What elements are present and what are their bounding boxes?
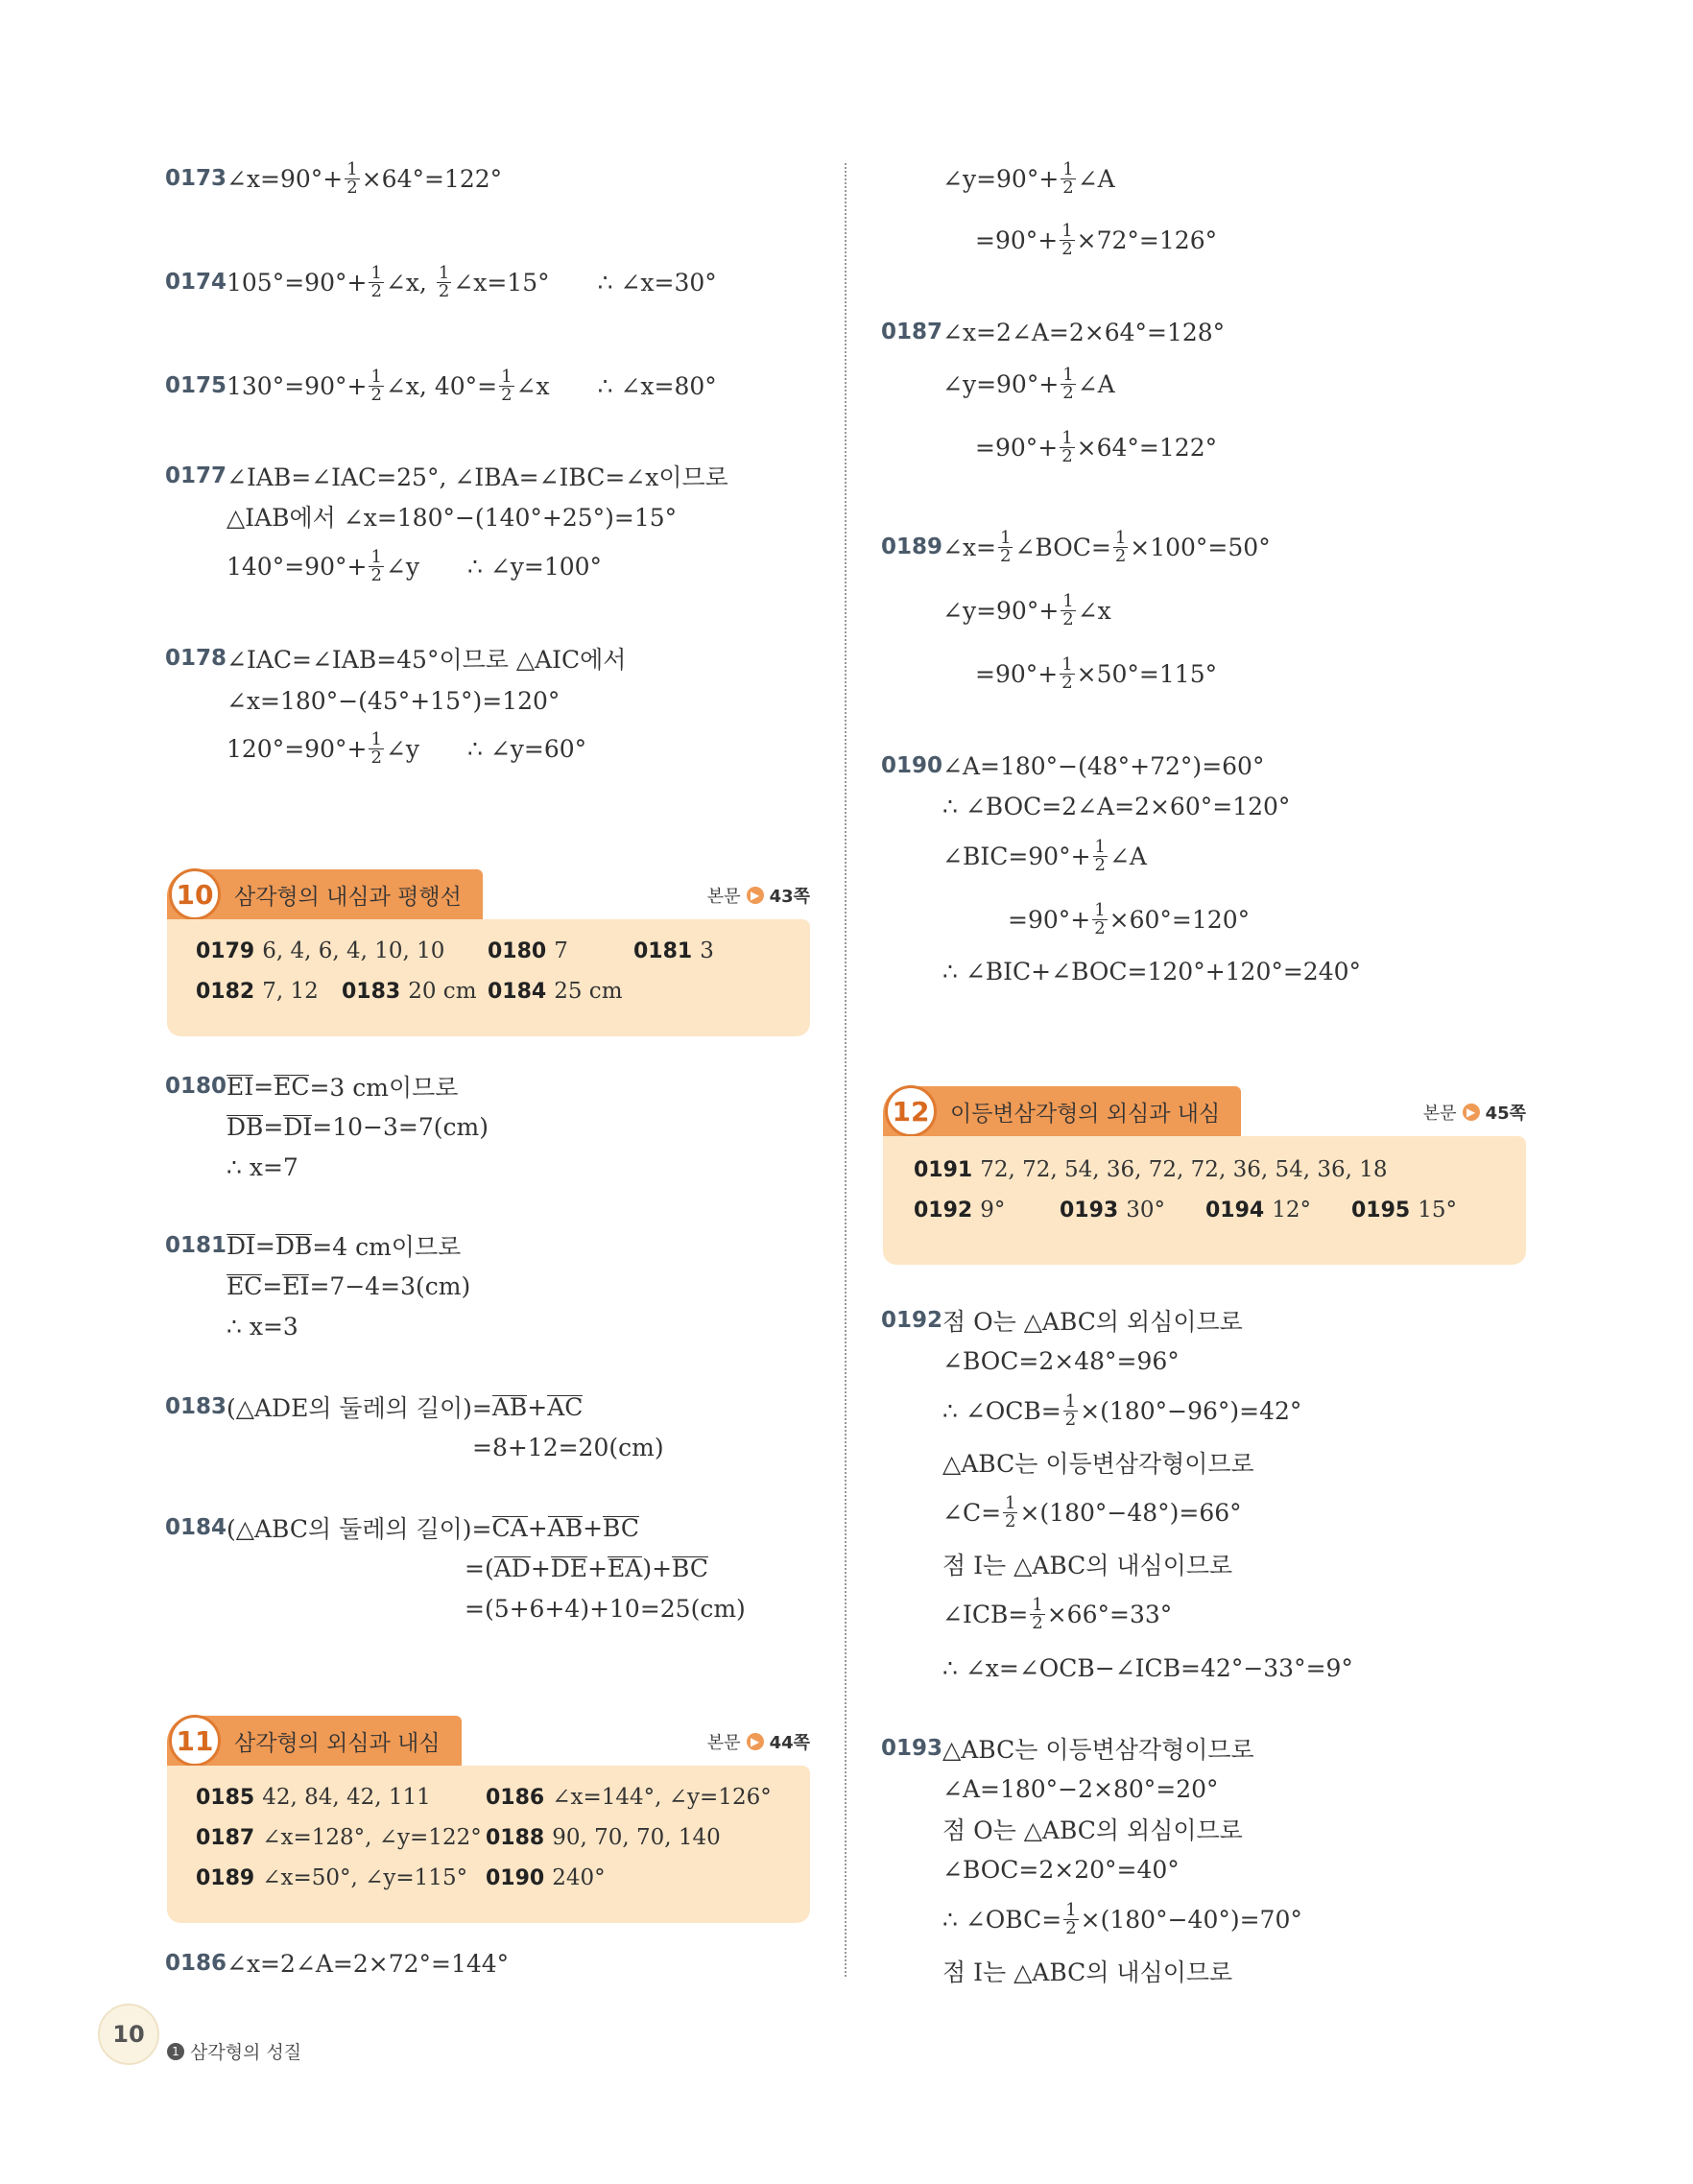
conclusion: ∴ x=3 <box>227 1312 298 1341</box>
problem-number: 0181 <box>165 1233 227 1258</box>
fraction: $\frac{1}{2}$ <box>1061 653 1073 693</box>
fraction: $\frac{1}{2}$ <box>1062 590 1074 629</box>
segment: DB <box>274 1231 313 1260</box>
page-reference <box>707 1729 810 1754</box>
solution-line <box>227 545 602 587</box>
conclusion: ∴ ∠x=∠OCB−∠ICB=42°−33°=9° <box>942 1653 1353 1682</box>
fraction <box>369 262 383 301</box>
expr: ∠y=90°+ <box>942 164 1060 193</box>
solution-line: ∠BOC=2×20°=40° <box>942 1855 1180 1884</box>
problem-number: 0190 <box>881 753 943 778</box>
expr: ∠x=15° <box>453 268 550 297</box>
section-header <box>167 1716 462 1766</box>
section-header <box>883 1086 1241 1136</box>
denominator: 2 <box>370 280 382 301</box>
ref-label: 본문 <box>706 887 741 907</box>
conclusion: ∴ ∠y=100° <box>466 552 603 581</box>
solution-line <box>227 262 717 301</box>
fraction: $\frac{1}{2}$ <box>1032 1594 1043 1633</box>
fraction: $\frac{1}{2}$ <box>1114 527 1127 566</box>
ref-label: 본문 <box>1422 1104 1457 1124</box>
answer-item: 0188 90, 70, 70, 140 <box>486 1825 721 1850</box>
arrow-right-icon: ▶ <box>747 1733 764 1750</box>
section-number: 11 <box>169 1715 221 1767</box>
section-number: 10 <box>169 868 221 920</box>
expr: 130°=90°+ <box>227 371 368 400</box>
denominator: 2 <box>438 280 450 301</box>
section-header <box>167 869 483 919</box>
solution-line: △ABC는 이등변삼각형이므로 <box>942 1450 1254 1478</box>
segment: EA <box>608 1554 643 1582</box>
ref-page: 45쪽 <box>1485 1104 1526 1124</box>
fraction <box>369 728 383 768</box>
solution-line: 점 I는 △ABC의 내심이므로 <box>942 1552 1233 1579</box>
fraction <box>437 262 451 301</box>
fraction: $\frac{1}{2}$ <box>1061 220 1073 259</box>
ref-page: 43쪽 <box>769 887 810 907</box>
chapter-title: 삼각형의 성질 <box>190 2042 302 2063</box>
expr: ∠y <box>385 552 419 581</box>
problem-number: 0192 <box>881 1308 943 1333</box>
expr: 120°=90°+ <box>227 734 368 763</box>
expr: ∠x=90°+ <box>227 164 344 193</box>
answer-item: 0179 6, 4, 6, 4, 10, 10 <box>196 938 445 963</box>
fraction: $\frac{1}{2}$ <box>1094 899 1106 938</box>
expr: (△ABC의 둘레의 길이)= <box>227 1515 492 1543</box>
fraction: $\frac{1}{2}$ <box>1062 364 1074 403</box>
answer-item: 0186 ∠x=144°, ∠y=126° <box>486 1785 772 1810</box>
answer-item: 0192 9° <box>914 1198 1006 1223</box>
solution-line: 점 O는 △ABC의 외심이므로 <box>942 1816 1243 1844</box>
solution-line <box>227 158 503 198</box>
solution-line: △ABC는 이등변삼각형이므로 <box>942 1736 1254 1764</box>
problem-0186 <box>165 1942 509 1984</box>
numerator: 1 <box>346 158 358 179</box>
solution-line: △IAB에서 ∠x=180°−(140°+25°)=15° <box>227 504 678 532</box>
solution-line: ∠x=2∠A=2×72°=144° <box>227 1949 510 1978</box>
problem-number: 0184 <box>165 1515 227 1540</box>
expr: ∠A <box>1077 164 1115 193</box>
problem-0174 <box>165 261 717 303</box>
answer-item: 0190 240° <box>486 1865 606 1890</box>
segment: AC <box>547 1392 584 1421</box>
segment: AD <box>493 1554 531 1582</box>
expr: ∠y <box>385 734 419 763</box>
problem-number: 0177 <box>165 463 227 488</box>
expr: 105°=90°+ <box>227 268 368 297</box>
segment: CA <box>491 1513 528 1542</box>
expr: ∠x, <box>385 268 435 297</box>
answer-box <box>883 1136 1526 1265</box>
segment: DE <box>550 1554 588 1582</box>
section-title: 삼각형의 내심과 평행선 <box>234 884 462 910</box>
fraction <box>499 368 513 404</box>
fraction <box>345 158 359 198</box>
ref-label: 본문 <box>706 1733 741 1753</box>
solution-line: =(5+6+4)+10=25(cm) <box>465 1594 746 1623</box>
section-title: 삼각형의 외심과 내심 <box>234 1730 441 1756</box>
segment: BC <box>672 1554 708 1582</box>
fraction: $\frac{1}{2}$ <box>1064 1390 1077 1430</box>
fraction: $\frac{1}{2}$ <box>1094 836 1106 875</box>
page-reference <box>1423 1100 1526 1125</box>
section-title: 이등변삼각형의 외심과 내심 <box>950 1101 1221 1127</box>
expr: =3 cm이므로 <box>309 1074 459 1102</box>
denominator: 2 <box>370 384 382 405</box>
problem-number: 0183 <box>165 1394 227 1419</box>
fraction: $\frac{1}{2}$ <box>1065 1899 1077 1938</box>
problem-number: 0186 <box>165 1951 227 1976</box>
arrow-right-icon: ▶ <box>1463 1104 1480 1121</box>
problem-number: 0174 <box>165 270 227 295</box>
denominator: 2 <box>346 177 358 198</box>
solution-line: ∠A=180°−(48°+72°)=60° <box>942 751 1265 780</box>
conclusion: ∴ ∠y=60° <box>466 734 587 763</box>
numerator: 1 <box>370 366 382 387</box>
problem-number: 0193 <box>881 1736 943 1761</box>
section-number: 12 <box>885 1085 937 1137</box>
page-reference <box>707 883 810 908</box>
denominator: 2 <box>501 384 513 405</box>
problem-0173 <box>165 157 502 200</box>
answer-box <box>167 1766 810 1923</box>
solution-line <box>227 727 586 770</box>
problem-number: 0175 <box>165 373 227 398</box>
conclusion: ∴ ∠x=80° <box>597 371 717 400</box>
column-divider <box>845 163 846 1977</box>
answer-item: 0184 25 cm <box>488 979 623 1004</box>
problem-0175 <box>165 365 717 407</box>
segment: BC <box>603 1513 639 1542</box>
segment: DI <box>283 1112 313 1141</box>
solution-line: ∠A=180°−2×80°=20° <box>942 1774 1219 1803</box>
ref-page: 44쪽 <box>769 1733 810 1753</box>
solution-line: 점 O는 △ABC의 외심이므로 <box>942 1308 1243 1336</box>
answer-item: 0187 ∠x=128°, ∠y=122° <box>196 1825 482 1850</box>
segment: EC <box>227 1271 263 1300</box>
solution-line: ∠x=2∠A=2×64°=128° <box>942 318 1226 346</box>
answer-box <box>167 919 810 1036</box>
numerator: 1 <box>501 366 513 387</box>
section-10 <box>167 869 810 1036</box>
answer-item: 0195 15° <box>1351 1198 1458 1223</box>
answer-item: 0191 72, 72, 54, 36, 72, 72, 36, 54, 36, 18 <box>914 1157 1388 1182</box>
numerator: 1 <box>370 546 382 567</box>
solution-line: ∠BOC=2×48°=96° <box>942 1346 1180 1375</box>
expr: ∠x, 40°= <box>385 371 498 400</box>
conclusion: ∴ ∠x=30° <box>597 268 717 297</box>
conclusion: ∴ x=7 <box>227 1152 298 1181</box>
solution-line: 점 I는 △ABC의 내심이므로 <box>942 1958 1233 1986</box>
expr: ∠x <box>515 371 550 400</box>
expr: =4 cm이므로 <box>312 1233 462 1261</box>
segment: EI <box>227 1072 254 1101</box>
fraction <box>369 546 383 585</box>
page-number: 10 <box>98 2004 159 2065</box>
solution-line: ∠IAC=∠IAB=45°이므로 △AIC에서 <box>227 646 627 674</box>
chapter-label <box>167 2038 301 2064</box>
answer-item: 0183 20 cm <box>342 979 477 1004</box>
conclusion: ∴ ∠BIC+∠BOC=120°+120°=240° <box>942 957 1362 985</box>
segment: EC <box>274 1072 310 1101</box>
problem-number: 0187 <box>881 320 943 344</box>
numerator: 1 <box>438 262 450 283</box>
problem-number: 0178 <box>165 646 227 671</box>
answer-item: 0182 7, 12 <box>196 979 319 1004</box>
segment: EI <box>282 1271 310 1300</box>
answer-item: 0185 42, 84, 42, 111 <box>196 1785 431 1810</box>
expr: ×64°=122° <box>361 164 503 193</box>
segment: DI <box>227 1231 255 1260</box>
segment: AB <box>491 1392 528 1421</box>
denominator: 2 <box>370 564 382 585</box>
problem-number: 0180 <box>165 1074 227 1099</box>
solution-line <box>227 368 717 404</box>
fraction: $\frac{1}{2}$ <box>1005 1492 1016 1531</box>
solution-line: =8+12=20(cm) <box>472 1433 664 1461</box>
solution-line: ∠x=180°−(45°+15°)=120° <box>227 686 560 715</box>
expr: 140°=90°+ <box>227 552 368 581</box>
problem-number: 0173 <box>165 166 227 191</box>
solution-line: ∠IAB=∠IAC=25°, ∠IBA=∠IBC=∠x이므로 <box>227 463 728 491</box>
section-12 <box>883 1086 1526 1265</box>
numerator: 1 <box>370 728 382 749</box>
fraction <box>369 368 383 404</box>
answer-item: 0180 7 <box>488 938 568 963</box>
answer-item: 0193 30° <box>1060 1198 1166 1223</box>
answer-item: 0181 3 <box>633 938 714 963</box>
segment: DB <box>227 1112 264 1141</box>
chapter-number: 1 <box>167 2043 184 2060</box>
numerator: 1 <box>370 262 382 283</box>
section-11 <box>167 1716 810 1923</box>
denominator: 2 <box>370 747 382 768</box>
fraction: $\frac{1}{2}$ <box>1000 527 1012 566</box>
expr: =10−3=7(cm) <box>312 1112 489 1141</box>
fraction: $\frac{1}{2}$ <box>1061 427 1073 466</box>
fraction: $\frac{1}{2}$ <box>1062 158 1074 198</box>
expr: ×72°=126° <box>1076 226 1218 254</box>
segment: AB <box>547 1513 584 1542</box>
answer-item: 0189 ∠x=50°, ∠y=115° <box>196 1865 468 1890</box>
expr: =90°+ <box>975 226 1059 254</box>
solution-line: ∴ ∠BOC=2∠A=2×60°=120° <box>942 792 1291 820</box>
expr: (△ADE의 둘레의 길이)= <box>227 1394 492 1422</box>
answer-item: 0194 12° <box>1205 1198 1312 1223</box>
expr: =7−4=3(cm) <box>309 1271 471 1300</box>
problem-number: 0189 <box>881 534 943 559</box>
arrow-right-icon: ▶ <box>747 887 764 904</box>
